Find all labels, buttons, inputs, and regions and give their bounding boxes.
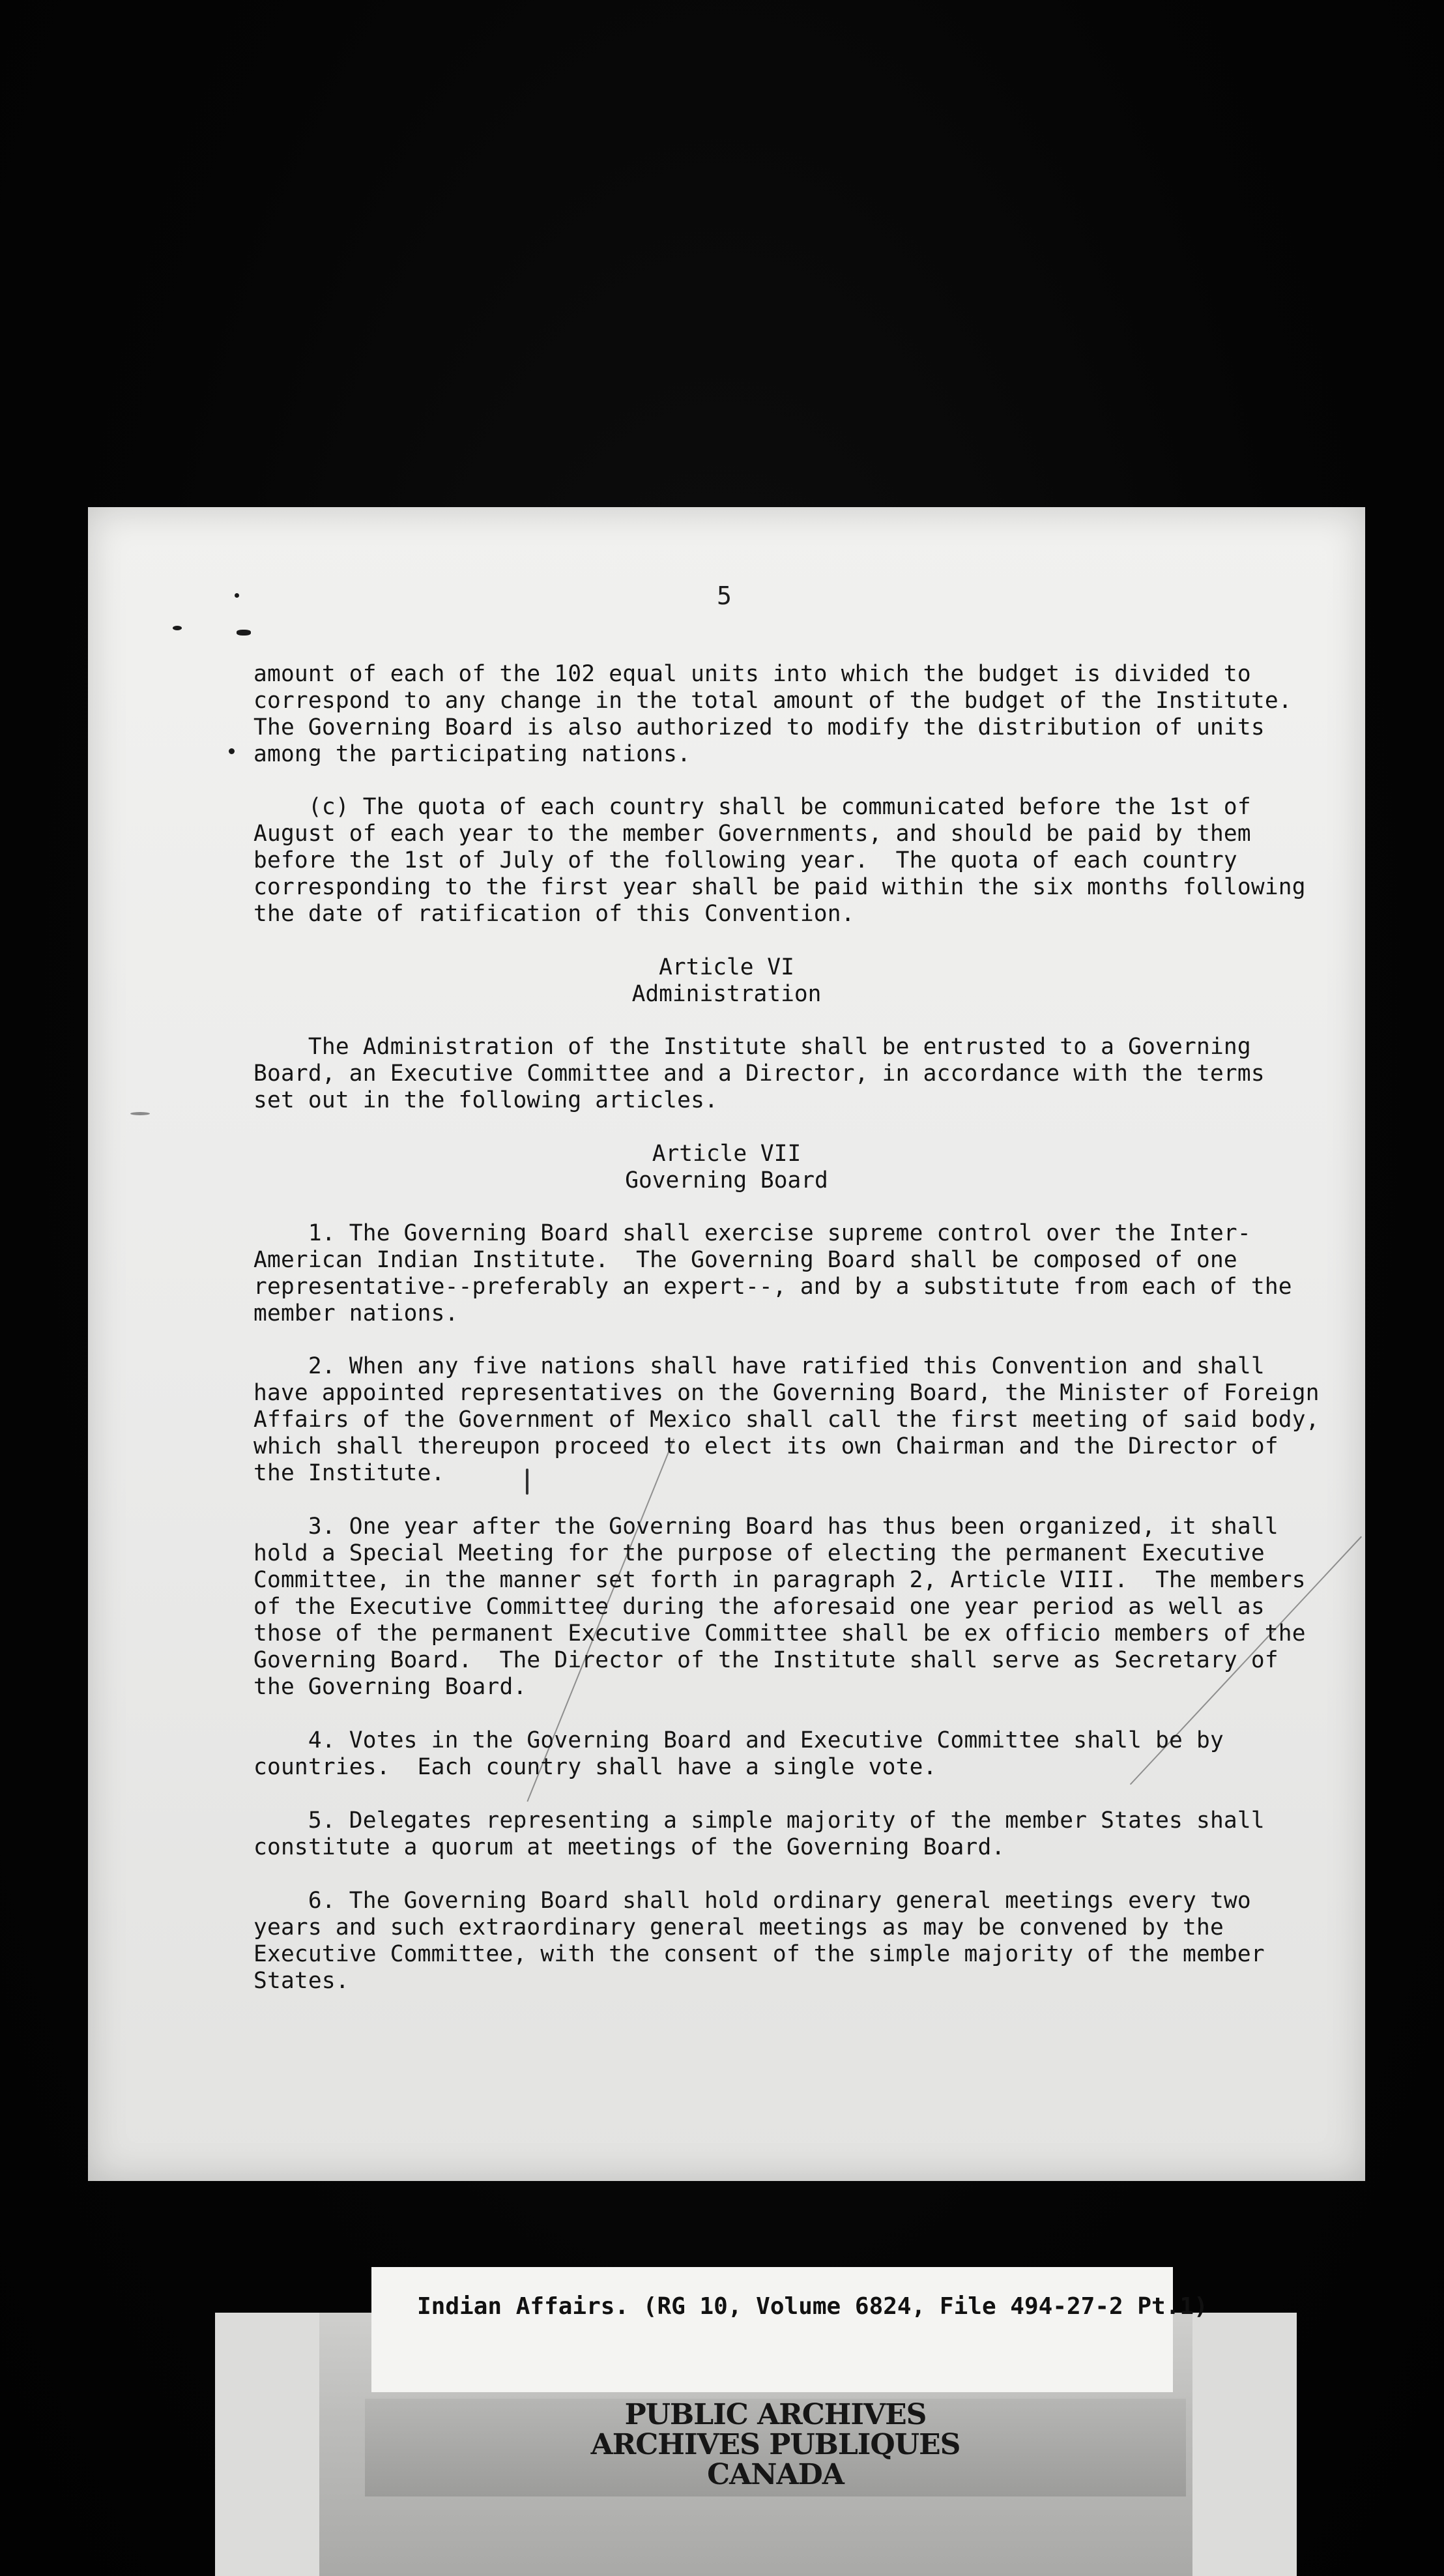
- ink-speck: [173, 626, 182, 630]
- stamp-line-3: CANADA: [707, 2458, 844, 2491]
- stamp-line-1: PUBLIC ARCHIVES: [624, 2398, 927, 2431]
- ink-speck: [235, 593, 239, 598]
- archive-reference-text: Indian Affairs. (RG 10, Volume 6824, File 494-27-2 Pt.1): [417, 2293, 1208, 2320]
- article-vi-number: Article VI: [659, 954, 794, 980]
- paragraph-budget-units: amount of each of the 102 equal units into which the budget is divided to correspond to any change in the total amount of the budget of the Institute. The Governing Board is also authorized to modify the distribution of units among the participating nations.: [253, 661, 1292, 767]
- article-vii-item-2: 2. When any five nations shall have ratified this Convention and shall have appointed representatives on the Governing Board, the Minister of Foreign Affairs of the Government of Mexico shall call the first meeting of said body, which shall thereupon proceed to elect its own Chairman and the Director of the Institute.: [253, 1353, 1320, 1486]
- article-vi-title: Administration: [631, 981, 822, 1007]
- article-vii-item-4: 4. Votes in the Governing Board and Executive Committee shall be by countries. Each country shall have a single vote.: [253, 1727, 1224, 1780]
- strip-right-end: [1192, 2313, 1297, 2576]
- strip-left-end: [215, 2313, 319, 2576]
- article-vii-title: Governing Board: [625, 1167, 828, 1193]
- stamp-line-2: ARCHIVES PUBLIQUES: [590, 2428, 960, 2461]
- ink-speck: [229, 748, 235, 754]
- article-vii-item-1: 1. The Governing Board shall exercise supreme control over the Inter- American Indian Institute. The Governing Board shall be composed of one representative--preferably an expert--, and by a substitute from each of the member nations.: [253, 1220, 1292, 1326]
- page-number: 5: [717, 581, 732, 610]
- document-page: [88, 507, 1365, 2181]
- archive-reference-label: [371, 2267, 1208, 2392]
- public-archives-stamp: [365, 2399, 1186, 2496]
- paragraph-quota: (c) The quota of each country shall be communicated before the 1st of August of each year to the member Governments, and should be paid by them before the 1st of July of the following year. The quota of each country corresponding to the first year shall be paid within the six months following the date of ratification of this Convention.: [253, 794, 1306, 927]
- article-vii-item-6: 6. The Governing Board shall hold ordinary general meetings every two years and such extraordinary general meetings as may be convened by the Executive Committee, with the consent of the simple majority of the member States.: [253, 1888, 1265, 1994]
- ink-speck: [237, 630, 251, 636]
- article-vi-text: The Administration of the Institute shall be entrusted to a Governing Board, an Executive Committee and a Director, in accordance with the terms set out in the following articles.: [253, 1034, 1265, 1113]
- article-vii-item-3: 3. One year after the Governing Board has thus been organized, it shall hold a Special Meeting for the purpose of electing the permanent Executive Committee, in the manner set forth in paragraph 2, Article VIII. The members of the Executive Committee during the aforesaid one year period as well as those of the permanent Executive Committee shall be ex officio members of the Governing Board. The Director of the Institute shall serve as Secretary of the Governing Board.: [253, 1514, 1306, 1700]
- article-vii-number: Article VII: [652, 1141, 801, 1167]
- article-vii-item-5: 5. Delegates representing a simple majority of the member States shall constitute a quorum at meetings of the Governing Board.: [253, 1808, 1265, 1860]
- ink-speck: [130, 1112, 150, 1115]
